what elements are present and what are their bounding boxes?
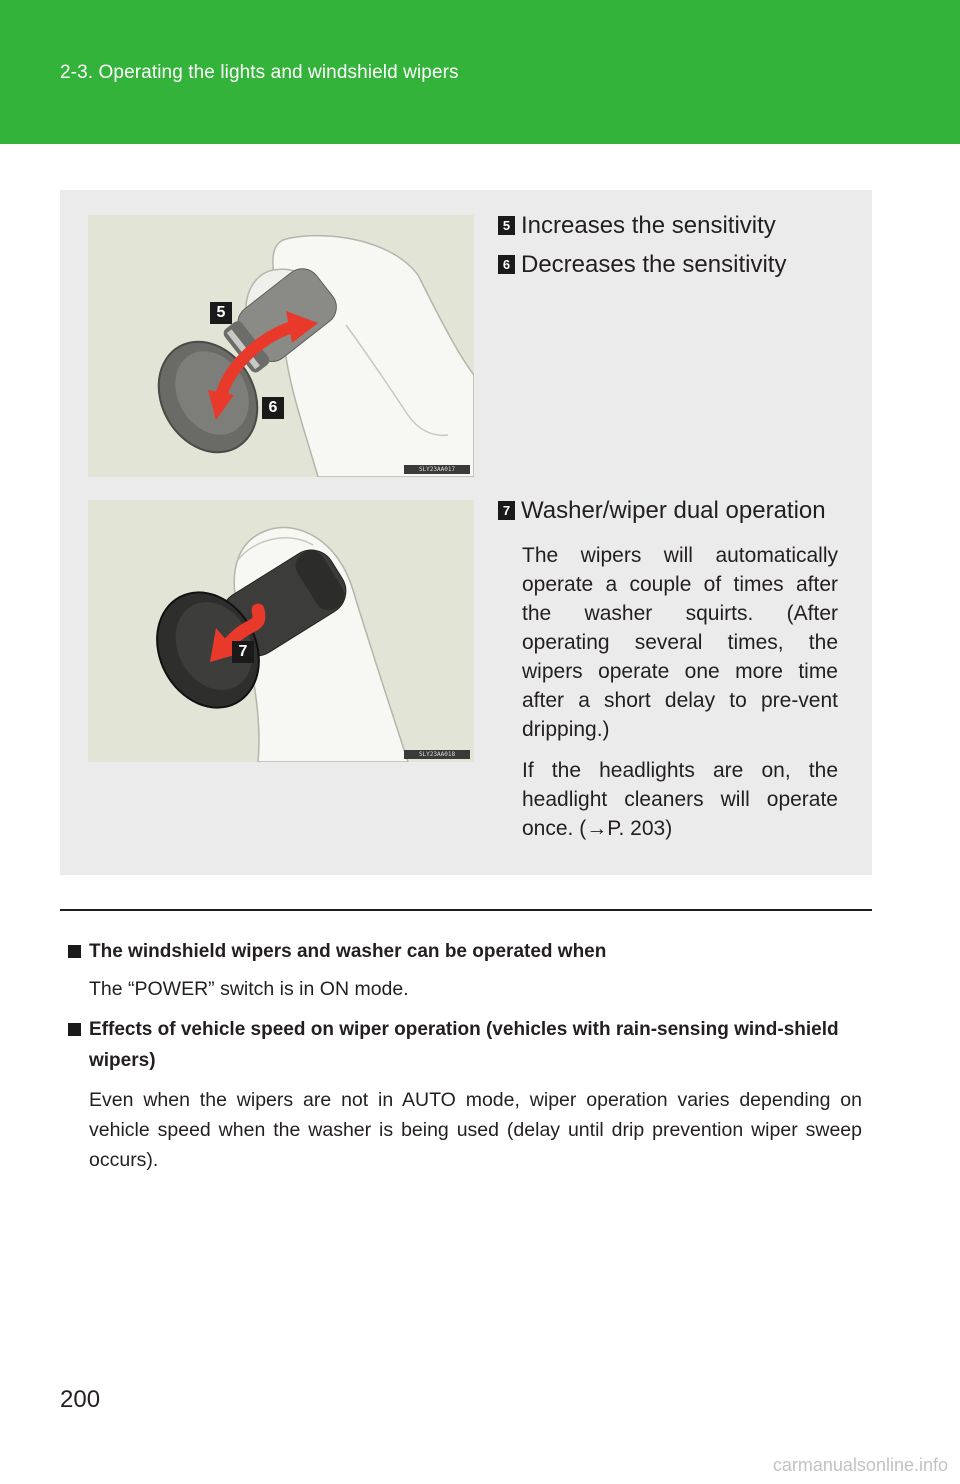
step-paragraph: If the headlights are on, the headlight cleaners will operate once. (→P. 203) (522, 759, 838, 840)
site-watermark: carmanualsonline.info (772, 1455, 948, 1475)
step-title: Washer/wiper dual operation (521, 497, 826, 524)
note-heading-text: The windshield wipers and washer can be operated when (89, 941, 607, 962)
note-heading (68, 1014, 862, 1076)
note-vehicle-speed-effects (68, 1014, 862, 1175)
section-header (0, 0, 960, 144)
square-bullet-icon (68, 1023, 81, 1036)
figure-label-7: 7 (232, 641, 254, 663)
note-body: Even when the wipers are not in AUTO mode, wiper operation varies depending on vehicle speed when the washer is being used (delay until drip prevention wiper sweep occurs). (89, 1089, 862, 1171)
page-number: 200 (60, 1386, 101, 1413)
note-operating-condition (68, 936, 862, 1004)
square-bullet-icon (68, 945, 81, 958)
step-7 (498, 497, 826, 525)
step-number-5-icon: 5 (498, 216, 515, 235)
hand-rotating-dial-illustration (88, 215, 474, 477)
step-title: Decreases the sensitivity (521, 251, 787, 278)
figure-code: SLY23AA017 (404, 465, 470, 474)
note-body: The “POWER” switch is in ON mode. (89, 978, 409, 1000)
figure-sensitivity-dial (88, 215, 474, 477)
step-title: Increases the sensitivity (521, 212, 776, 239)
figure-label-5: 5 (210, 302, 232, 324)
figure-code: SLY23AA018 (404, 750, 470, 759)
step-number-6-icon: 6 (498, 255, 515, 274)
step-number-7-icon: 7 (498, 501, 515, 520)
note-heading (68, 936, 862, 967)
figure-washer-operation (88, 500, 474, 762)
step-6 (498, 251, 786, 279)
section-divider (60, 909, 872, 911)
step-5 (498, 212, 776, 240)
step-7-description (522, 541, 838, 843)
step-paragraph: The wipers will automatically operate a couple of times after the washer squirts. (After operating several times, the wipers operate one more time after a short delay to pre-vent dripping.) (522, 544, 838, 741)
section-title: 2-3. Operating the lights and windshield wipers (60, 62, 459, 83)
figure-label-6: 6 (262, 397, 284, 419)
note-heading-text: Effects of vehicle speed on wiper operation (vehicles with rain-sensing wind-shield wipers) (89, 1019, 839, 1071)
hand-pulling-lever-illustration (88, 500, 474, 762)
